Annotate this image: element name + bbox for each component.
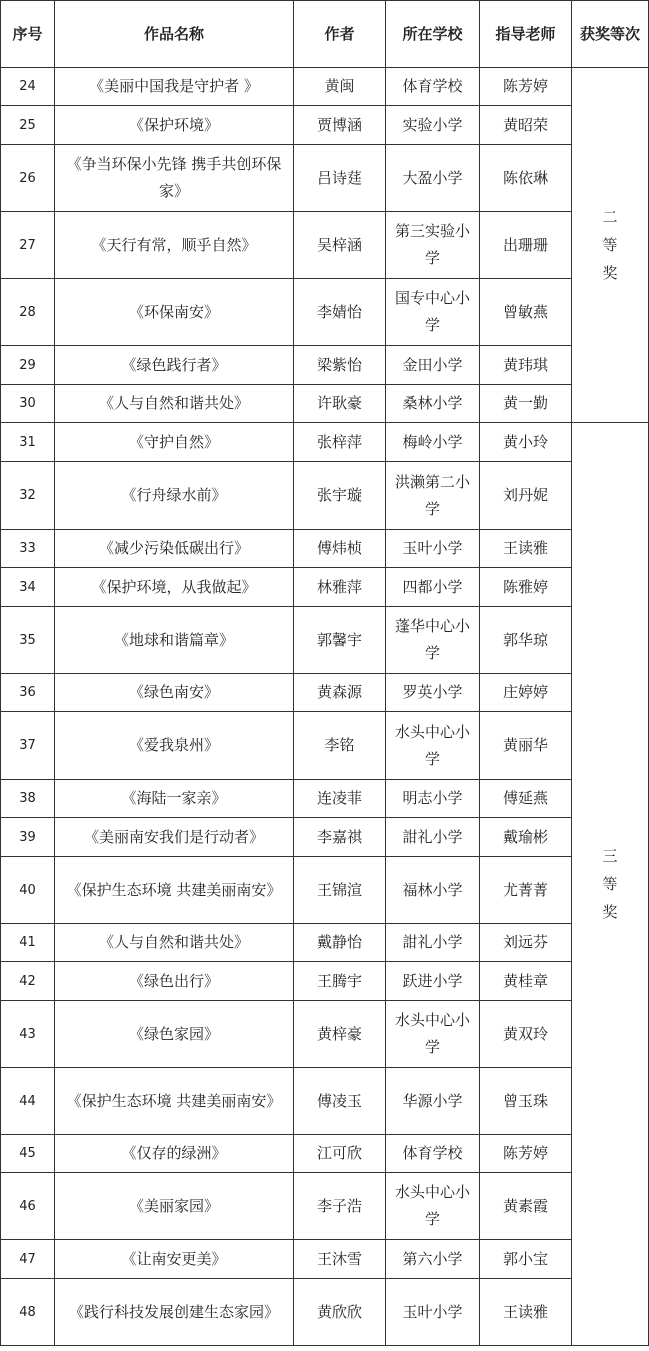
row-teacher: 尤菁菁 (480, 857, 572, 924)
row-index: 33 (1, 530, 55, 568)
header-row (1, 1, 649, 68)
row-author: 李婧怡 (294, 279, 386, 346)
header-author: 作者 (294, 1, 386, 68)
row-index: 40 (1, 857, 55, 924)
row-teacher: 黄一勤 (480, 385, 572, 423)
prize-level: 三 等 奖 (572, 423, 649, 1346)
table-row (1, 212, 649, 279)
table-row (1, 1240, 649, 1279)
row-title: 《地球和谐篇章》 (55, 607, 294, 674)
row-school: 玉叶小学 (386, 1279, 480, 1346)
table-row (1, 712, 649, 780)
row-school: 金田小学 (386, 346, 480, 385)
row-author: 江可欣 (294, 1135, 386, 1173)
row-teacher: 黄小玲 (480, 423, 572, 462)
row-teacher: 陈芳婷 (480, 1135, 572, 1173)
row-school: 大盈小学 (386, 145, 480, 212)
row-author: 王沐雪 (294, 1240, 386, 1279)
row-school: 洪濑第二小学 (386, 462, 480, 530)
row-teacher: 陈依琳 (480, 145, 572, 212)
row-author: 李子浩 (294, 1173, 386, 1240)
row-school: 梅岭小学 (386, 423, 480, 462)
row-author: 吕诗莛 (294, 145, 386, 212)
row-title: 《让南安更美》 (55, 1240, 294, 1279)
table-row (1, 530, 649, 568)
row-index: 35 (1, 607, 55, 674)
row-index: 46 (1, 1173, 55, 1240)
row-index: 43 (1, 1001, 55, 1068)
table-row (1, 68, 649, 106)
row-author: 黄闽 (294, 68, 386, 106)
row-school: 詌礼小学 (386, 924, 480, 962)
row-title: 《美丽南安我们是行动者》 (55, 818, 294, 857)
row-author: 王腾宇 (294, 962, 386, 1001)
row-index: 31 (1, 423, 55, 462)
row-index: 47 (1, 1240, 55, 1279)
row-teacher: 傅延燕 (480, 780, 572, 818)
row-index: 34 (1, 568, 55, 607)
row-teacher: 黄双玲 (480, 1001, 572, 1068)
row-title: 《减少污染低碳出行》 (55, 530, 294, 568)
table-row (1, 1001, 649, 1068)
row-index: 39 (1, 818, 55, 857)
row-index: 37 (1, 712, 55, 780)
table-row (1, 962, 649, 1001)
row-author: 林雅萍 (294, 568, 386, 607)
row-teacher: 刘远芬 (480, 924, 572, 962)
row-title: 《绿色南安》 (55, 674, 294, 712)
row-index: 25 (1, 106, 55, 145)
row-title: 《保护生态环境 共建美丽南安》 (55, 857, 294, 924)
table-row (1, 674, 649, 712)
row-teacher: 戴瑜彬 (480, 818, 572, 857)
row-index: 27 (1, 212, 55, 279)
row-title: 《保护环境》 (55, 106, 294, 145)
table-row (1, 1068, 649, 1135)
row-school: 第六小学 (386, 1240, 480, 1279)
row-title: 《环保南安》 (55, 279, 294, 346)
table-row (1, 1135, 649, 1173)
row-school: 明志小学 (386, 780, 480, 818)
row-teacher: 陈芳婷 (480, 68, 572, 106)
row-teacher: 陈雅婷 (480, 568, 572, 607)
row-index: 44 (1, 1068, 55, 1135)
header-teacher: 指导老师 (480, 1, 572, 68)
row-title: 《人与自然和谐共处》 (55, 924, 294, 962)
row-school: 体育学校 (386, 68, 480, 106)
table-row (1, 568, 649, 607)
table-row (1, 106, 649, 145)
row-index: 24 (1, 68, 55, 106)
row-title: 《保护环境，从我做起》 (55, 568, 294, 607)
row-index: 32 (1, 462, 55, 530)
row-school: 桑林小学 (386, 385, 480, 423)
row-title: 《天行有常，顺乎自然》 (55, 212, 294, 279)
row-teacher: 黄丽华 (480, 712, 572, 780)
row-title: 《仅存的绿洲》 (55, 1135, 294, 1173)
row-school: 水头中心小学 (386, 1173, 480, 1240)
row-school: 詌礼小学 (386, 818, 480, 857)
header-index: 序号 (1, 1, 55, 68)
row-title: 《守护自然》 (55, 423, 294, 462)
row-title: 《美丽中国我是守护者 》 (55, 68, 294, 106)
row-index: 48 (1, 1279, 55, 1346)
row-school: 跃进小学 (386, 962, 480, 1001)
row-school: 蓬华中心小学 (386, 607, 480, 674)
row-teacher: 郭华琼 (480, 607, 572, 674)
row-teacher: 黄昭荣 (480, 106, 572, 145)
row-title: 《争当环保小先锋 携手共创环保家》 (55, 145, 294, 212)
row-school: 华源小学 (386, 1068, 480, 1135)
row-title: 《行舟绿水前》 (55, 462, 294, 530)
row-school: 水头中心小学 (386, 712, 480, 780)
row-title: 《人与自然和谐共处》 (55, 385, 294, 423)
row-school: 福林小学 (386, 857, 480, 924)
row-index: 41 (1, 924, 55, 962)
table-row (1, 145, 649, 212)
row-author: 黄欣欣 (294, 1279, 386, 1346)
row-author: 郭馨宇 (294, 607, 386, 674)
table-row (1, 462, 649, 530)
row-title: 《保护生态环境 共建美丽南安》 (55, 1068, 294, 1135)
row-title: 《绿色家园》 (55, 1001, 294, 1068)
row-title: 《爱我泉州》 (55, 712, 294, 780)
row-index: 26 (1, 145, 55, 212)
row-author: 戴静怡 (294, 924, 386, 962)
table-row (1, 1173, 649, 1240)
row-teacher: 黄玮琪 (480, 346, 572, 385)
row-school: 实验小学 (386, 106, 480, 145)
row-teacher: 刘丹妮 (480, 462, 572, 530)
row-school: 罗英小学 (386, 674, 480, 712)
row-school: 体育学校 (386, 1135, 480, 1173)
row-teacher: 王读雅 (480, 1279, 572, 1346)
row-title: 《绿色出行》 (55, 962, 294, 1001)
row-author: 黄梓豪 (294, 1001, 386, 1068)
row-index: 45 (1, 1135, 55, 1173)
row-school: 国专中心小学 (386, 279, 480, 346)
prize-level: 二 等 奖 (572, 68, 649, 423)
table-row (1, 423, 649, 462)
row-author: 吴梓涵 (294, 212, 386, 279)
row-index: 36 (1, 674, 55, 712)
row-author: 许耿豪 (294, 385, 386, 423)
row-author: 贾博涵 (294, 106, 386, 145)
header-school: 所在学校 (386, 1, 480, 68)
row-teacher: 黄素霞 (480, 1173, 572, 1240)
row-author: 傅凌玉 (294, 1068, 386, 1135)
row-author: 李嘉祺 (294, 818, 386, 857)
table-row (1, 924, 649, 962)
row-teacher: 郭小宝 (480, 1240, 572, 1279)
row-school: 四都小学 (386, 568, 480, 607)
table-row (1, 1279, 649, 1346)
row-teacher: 曾玉珠 (480, 1068, 572, 1135)
header-prize: 获奖等次 (572, 1, 649, 68)
row-teacher: 庄婷婷 (480, 674, 572, 712)
table-row (1, 346, 649, 385)
row-author: 张梓萍 (294, 423, 386, 462)
row-author: 梁紫怡 (294, 346, 386, 385)
row-teacher: 黄桂章 (480, 962, 572, 1001)
row-school: 第三实验小学 (386, 212, 480, 279)
table-row (1, 818, 649, 857)
row-author: 张宇璇 (294, 462, 386, 530)
row-teacher: 出珊珊 (480, 212, 572, 279)
row-author: 黄森源 (294, 674, 386, 712)
table-row (1, 279, 649, 346)
row-school: 玉叶小学 (386, 530, 480, 568)
row-index: 30 (1, 385, 55, 423)
row-title: 《践行科技发展创建生态家园》 (55, 1279, 294, 1346)
table-row (1, 857, 649, 924)
row-index: 28 (1, 279, 55, 346)
row-title: 《美丽家园》 (55, 1173, 294, 1240)
row-school: 水头中心小学 (386, 1001, 480, 1068)
row-teacher: 曾敏燕 (480, 279, 572, 346)
row-author: 连凌菲 (294, 780, 386, 818)
row-teacher: 王读雅 (480, 530, 572, 568)
table-row (1, 780, 649, 818)
row-author: 傅炜桢 (294, 530, 386, 568)
table-row (1, 607, 649, 674)
row-author: 王锦渲 (294, 857, 386, 924)
row-index: 29 (1, 346, 55, 385)
row-author: 李铭 (294, 712, 386, 780)
row-index: 38 (1, 780, 55, 818)
header-title: 作品名称 (55, 1, 294, 68)
row-index: 42 (1, 962, 55, 1001)
row-title: 《海陆一家亲》 (55, 780, 294, 818)
table-row (1, 385, 649, 423)
row-title: 《绿色践行者》 (55, 346, 294, 385)
